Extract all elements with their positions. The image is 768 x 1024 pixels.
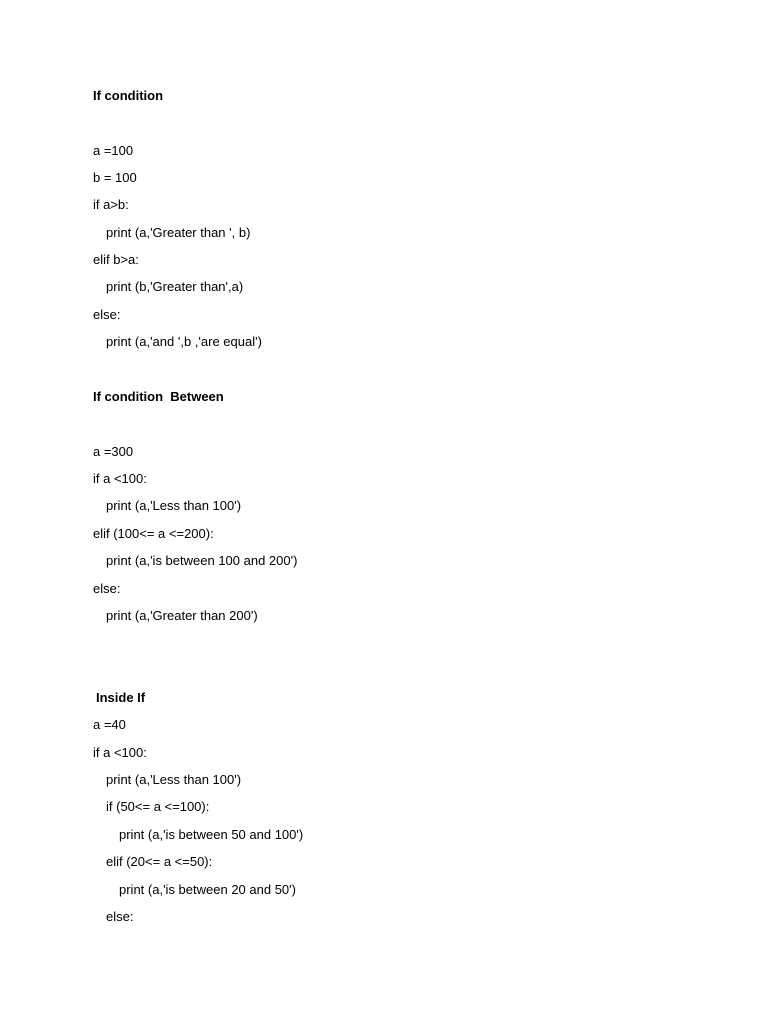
section-heading-inside-if: Inside If [96, 690, 146, 705]
code-line: print (a,'is between 50 and 100') [119, 827, 304, 842]
code-line: print (a,'Less than 100') [106, 498, 242, 513]
code-line: print (a,'Less than 100') [106, 772, 242, 787]
code-line: print (a,'is between 20 and 50') [119, 882, 296, 897]
code-line: print (b,'Greater than',a) [106, 279, 244, 294]
code-line: print (a,'and ',b ,'are equal') [106, 334, 262, 349]
code-line: elif (100<= a <=200): [93, 526, 214, 541]
code-line: if a <100: [93, 471, 147, 486]
code-line: b = 100 [93, 170, 137, 185]
code-line: elif b>a: [93, 252, 139, 267]
code-line: else: [106, 909, 134, 924]
code-line: if a <100: [93, 745, 147, 760]
code-line: else: [93, 581, 121, 596]
code-line: print (a,'Greater than ', b) [106, 225, 251, 240]
code-line: if (50<= a <=100): [106, 799, 210, 814]
code-line: print (a,'Greater than 200') [106, 608, 258, 623]
code-line: if a>b: [93, 197, 129, 212]
code-line: print (a,'is between 100 and 200') [106, 553, 298, 568]
section-heading-if-condition: If condition [93, 88, 164, 103]
code-line: a =300 [93, 444, 134, 459]
code-line: a =100 [93, 143, 134, 158]
code-line: else: [93, 307, 121, 322]
section-heading-if-condition-between: If condition Between [93, 389, 224, 404]
code-line: a =40 [93, 717, 126, 732]
code-line: elif (20<= a <=50): [106, 854, 213, 869]
